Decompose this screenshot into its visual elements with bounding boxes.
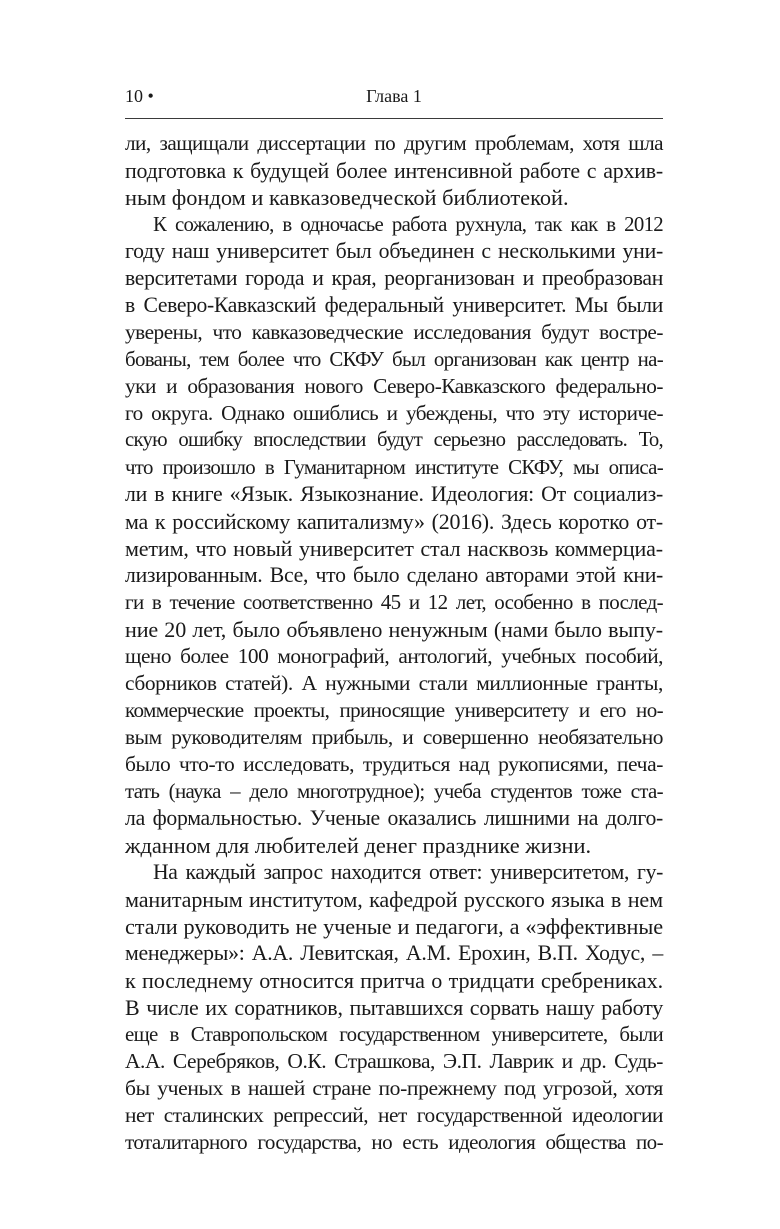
text-line: тать (наука – дело многотрудное); учеба студентов тоже ста-	[125, 779, 663, 803]
text-line: ли, защищали диссертации по другим проблемам, хотя шла	[125, 131, 663, 155]
text-line: К сожалению, в одночасье работа рухнула, так как в 2012	[153, 212, 663, 236]
text-line: стали руководить не ученые и педагоги, а «эффективные	[125, 914, 663, 939]
text-line: ние 20 лет, было объявлено ненужным (нами было выпу-	[125, 617, 663, 642]
paragraph-2	[125, 211, 663, 859]
text-line: А.А. Серебряков, О.К. Страшкова, Э.П. Лаврик и др. Судь-	[125, 1049, 663, 1073]
text-line: лизированным. Все, что было сделано авторами этой кни-	[125, 563, 663, 587]
text-line: скую ошибку впоследствии будут серьезно расследовать. То,	[125, 429, 663, 451]
text-line: еще в Ставропольском государственном университете, были	[125, 1022, 663, 1046]
text-line: щено более 100 монографий, антологий, учебных пособий,	[125, 644, 663, 668]
text-line: ным фондом и кавказоведческой библиотекой.	[125, 185, 569, 210]
paragraph-1	[125, 130, 663, 211]
text-line: подготовка к будущей более интенсивной работе с архив-	[125, 158, 663, 183]
text-line: метим, что новый университет стал насквозь коммерциа-	[125, 536, 663, 561]
text-line: к последнему относится притча о тридцати сребрениках.	[125, 968, 663, 993]
text-line: что произошло в Гуманитарном институте СКФУ, мы описа-	[125, 455, 663, 479]
text-line: коммерческие проекты, приносящие университету и его но-	[125, 698, 663, 722]
text-line: бы ученых в нашей стране по-прежнему под угрозой, хотя	[125, 1076, 663, 1100]
text-line: тоталитарного государства, но есть идеология общества по-	[125, 1130, 663, 1154]
text-line: вым руководителям прибыль, и совершенно необязательно	[125, 725, 663, 749]
chapter-title: Глава 1	[366, 86, 422, 106]
header-rule	[125, 118, 663, 119]
text-line: ли в книге «Язык. Языкознание. Идеология: От социализ-	[125, 482, 663, 506]
text-line: ги в течение соответственно 45 и 12 лет, особенно в послед-	[125, 590, 663, 614]
text-line: уки и образования нового Северо-Кавказского федерально-	[125, 374, 663, 398]
text-line: ла формальностью. Ученые оказались лишними на долго-	[125, 806, 663, 830]
text-line: В числе их соратников, пытавшихся сорвать нашу работу	[125, 995, 663, 1020]
paragraph-3	[125, 859, 663, 1156]
text-line: верситетами города и края, реорганизован и преобразован	[125, 266, 663, 290]
text-line: сборников статей). А нужными стали миллионные гранты,	[125, 671, 663, 695]
text-line: манитарным институтом, кафедрой русского языка в нем	[125, 887, 663, 912]
text-line: На каждый запрос находится ответ: университетом, гу-	[153, 860, 663, 884]
text-line: ма к российскому капитализму» (2016). Здесь коротко от-	[125, 509, 663, 534]
text-line: менеджеры»: А.А. Левитская, А.М. Ерохин, В.П. Ходус, –	[125, 941, 663, 965]
text-line: году наш университет был объединен с несколькими уни-	[125, 239, 663, 263]
text-line: в Северо-Кавказский федеральный университет. Мы были	[125, 293, 663, 317]
running-head	[125, 86, 663, 114]
text-line: го округа. Однако ошиблись и убеждены, что эту историче-	[125, 401, 663, 425]
text-line: нет сталинских репрессий, нет государственной идеологии	[125, 1103, 663, 1127]
body-text	[125, 130, 663, 1156]
text-line: уверены, что кавказоведческие исследования будут востре-	[125, 320, 663, 344]
text-line: было что-то исследовать, трудиться над рукописями, печа-	[125, 752, 663, 776]
text-line: жданном для любителей денег празднике жизни.	[125, 833, 592, 858]
page-number: 10 •	[125, 86, 154, 106]
text-line: бованы, тем более что СКФУ был организован как центр на-	[125, 347, 663, 371]
